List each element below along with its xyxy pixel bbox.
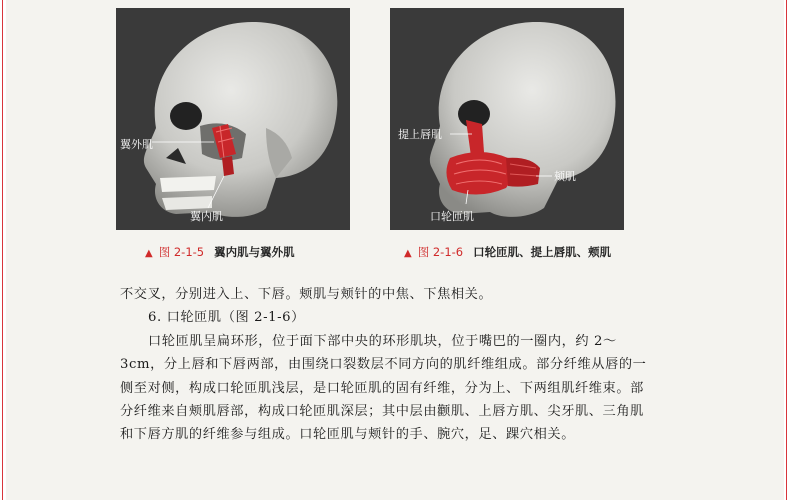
body-paragraph: 口轮匝肌呈扁环形，位于面下部中央的环形肌块，位于嘴巴的一圈内，约 2～3cm，分上唇和下唇两部，由围绕口裂数层不同方向的肌纤维组成。部分纤维从唇的一侧至对侧，构成口轮匝肌浅层，是口轮匝肌的固有纤维，分为上、下两组肌纤维束。部分纤维来自颊肌唇部，构成口轮匝肌深层；其中层由颧肌、上唇方肌、尖牙肌、三角肌和下唇方肌的纤维参与组成。口轮匝肌与颊针的手、腕穴，足、踝穴相关。 — [120, 333, 647, 443]
right-page-border — [786, 0, 787, 500]
body-line-continuation: 不交叉，分别进入上、下唇。颊肌与颊针的中焦、下焦相关。 — [120, 287, 493, 302]
skull-orbicularis-illustration — [390, 8, 624, 230]
caption-triangle-icon: ▲ — [404, 248, 412, 259]
figure-2-1-5-caption — [145, 244, 295, 264]
caption-title: 口轮匝肌、提上唇肌、颊肌 — [473, 245, 612, 259]
caption-triangle-icon: ▲ — [145, 248, 153, 259]
figure-2-1-6-caption — [404, 244, 611, 264]
skull-pterygoid-illustration — [116, 8, 350, 230]
label-medial-pterygoid: 翼内肌 — [190, 210, 223, 223]
caption-number: 图 2-1-6 — [417, 245, 464, 259]
body-text — [120, 283, 650, 447]
label-lateral-pterygoid: 翼外肌 — [120, 138, 153, 151]
left-page-border — [2, 0, 3, 500]
caption-title: 翼内肌与翼外肌 — [214, 245, 295, 259]
document-page — [6, 0, 784, 500]
figure-2-1-6-image — [390, 8, 624, 230]
figure-2-1-5-image — [116, 8, 350, 230]
label-orbicularis-oris: 口轮匝肌 — [430, 210, 474, 223]
section-heading: 6. 口轮匝肌（图 2-1-6） — [148, 310, 305, 326]
label-levator-labii: 提上唇肌 — [398, 128, 442, 141]
label-buccinator: 颊肌 — [554, 170, 576, 183]
caption-number: 图 2-1-5 — [158, 245, 205, 259]
